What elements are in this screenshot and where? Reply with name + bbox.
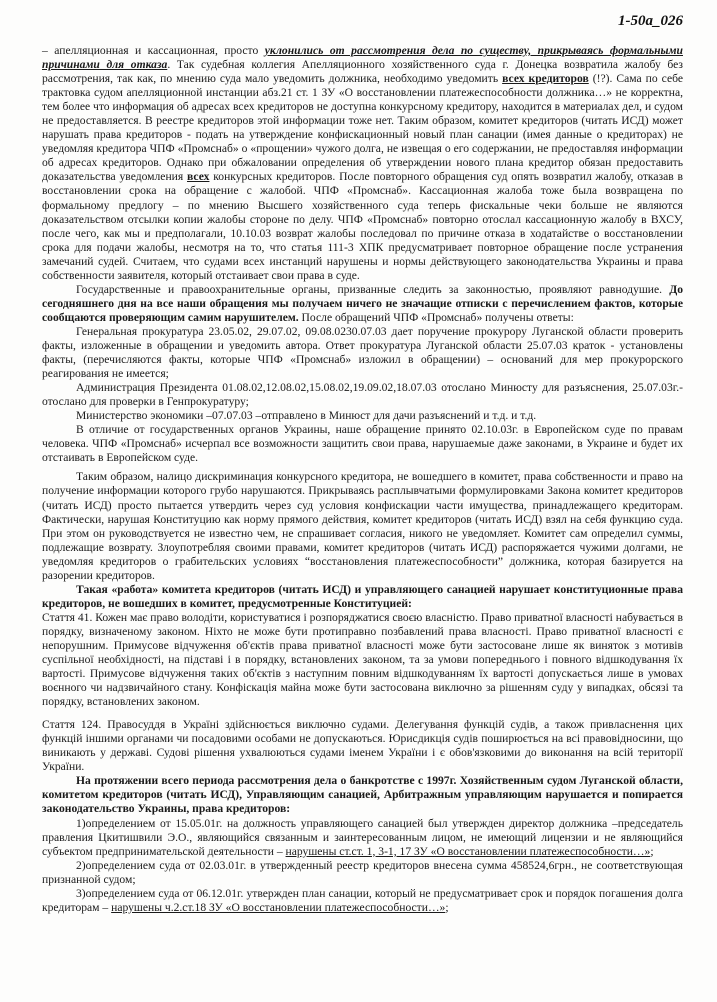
document-body [42, 44, 683, 915]
paragraph [42, 611, 683, 709]
paragraph [42, 817, 683, 859]
paragraph [42, 470, 683, 582]
text-run: всех кредиторов [502, 72, 589, 86]
paragraph [42, 859, 683, 887]
text-run: Таким образом, налицо дискриминация конкурсного кредитора, не вошедшего в комитет, права собственности и право на получение информации которого грубо нарушаются. Прикрываясь расплывчатыми формулировками Закона комитет кредиторов (читать ИСД) просто пытается утвердить через суд условия конфискации части имущества, принадлежащего кредиторам. Фактически, нарушая Конституцию как норму прямого действия, комитет кредиторов (читать ИСД) взял на себя функцию суда. При этом он руководствуется не известно чем, не спрашивает согласия, никого не уведомляет. Комитет сам определил суммы, подлежащие возврату. Злоупотребляя своими правами, комитет кредиторов (читать ИСД) распоряжается чужими долгами, не уведомляя кредиторов о грабительских условиях “восстановления платежеспособности” должника, которая базируется на разорении кредиторов. [42, 470, 683, 582]
text-run: Генеральная прокуратура 23.05.02, 29.07.02, 09.08.0230.07.03 дает поручение прокурору Луганской области проверить факты, изложенные в обращении и уведомить автора. Ответ прокуратура Луганской области 25.07.03 краток - установлены факты, (перечисляются факты, которые ЧПФ «Промснаб» изложил в обращении) – оснований для мер прокурорского реагирования не имеется; [42, 324, 683, 381]
text-run: На протяжении всего периода рассмотрения дела о банкротстве с 1997г. Хозяйственным судом Луганской области, комитетом кредиторов (читать ИСД), Управляющим санацией, Арбитражным управляющим нарушается и попирается законодательство Украины, права кредиторов: [42, 774, 683, 816]
text-run: всех [187, 170, 210, 184]
paragraph [42, 774, 683, 816]
text-run: ; [445, 900, 449, 914]
text-run: Министерство экономики –07.07.03 –отправлено в Минюст для дачи разъяснений и т.д. и т.д. [76, 409, 537, 423]
text-run: конкурсных кредиторов. После повторного обращения суд опять возвратил жалобу, отказав в восстановлении срока на обращение с жалобой. ЧПФ «Промснаб». Кассационная жалоба тоже была возвращена по формальному предлогу – по мнению Высшего хозяйственного суда теперь фискальные чеки больше не являются доказательством отсылки копии жалобы стороне по делу. ЧПФ «Промснаб» повторно отослал кассационную жалобу в ВХСУ, после чего, как мы и предполагали, 10.10.03 возврат жалобы последовал по причине отказа в ходатайстве о восстановлении срока для подачи жалобы, несмотря на то, что статья 111-3 ХПК предусматривает повторное обращение после устранения замечаний судей. Считаем, что судами всех инстанций нарушены и нормы действующего законодательства Украины и права собственности заявителя, который отстаивает свои права в суде. [42, 170, 683, 282]
paragraph [42, 718, 683, 774]
document-id: 1-50а_026 [618, 13, 683, 29]
text-run: Администрация Президента 01.08.02,12.08.02,15.08.02,19.09.02,18.07.03 отослано Минюсту для разъяснения, 25.07.03г.- отослано для проверки в Генпрокуратуру; [42, 381, 683, 409]
text-run: (!?). Сама по себе трактовка судом апелляционной инстанции абз.21 ст. 1 ЗУ «О восстановлении платежеспособности должника…» не корректна, тем более что информация об адресах всех кредиторов не доступна конкурсному кредитору, находится в материалах дел, и судом не предоставляется. В реестре кредиторов этой информации тоже нет. Таким образом, комитет кредиторов (читать ИСД) может нарушать права кредиторов - подать на утверждение конфискационный новый план санации (имея данные о кредиторах) не уведомляя кредитора ЧПФ «Промснаб» о «прощении» чужого долга, не извещая о его содержании, не предоставляя информации об адресах кредиторов. Однако при обжаловании определения об утверждении нового плана кредитор обязан предоставить доказательства уведомления [42, 72, 683, 184]
text-run: После обращений ЧПФ «Промснаб» получены ответы: [298, 310, 574, 324]
text-run: 3)определением суда от 06.12.01г. утвержден план санации, который не предусматривает срок и порядок погашения долга кредиторам – [42, 886, 683, 914]
paragraph [42, 283, 683, 325]
paragraph [42, 583, 683, 611]
paragraph [42, 381, 683, 409]
text-run: Такая «работа» комитета кредиторов (читать ИСД) и управляющего санацией нарушает конституционные права кредиторов, не вошедших в комитет, предусмотренные Конституцией: [42, 582, 683, 610]
text-run: До сегодняшнего дня на все наши обращения мы получаем ничего не значащие отписки с перечислением фактов, которые сообщаются проверяющим самим нарушителем. [42, 282, 683, 324]
text-run: . Так судебная коллегия Апелляционного хозяйственного суда г. Донецка возвратила жалобу без рассмотрения, так как, по мнению суда мало уведомить должника, необходимо уведомить [42, 58, 684, 86]
paragraph [42, 887, 683, 915]
text-run: нарушены ч.2.ст.18 ЗУ «О восстановлении платежеспособности…» [111, 900, 446, 914]
text-run: Стаття 124. Правосуддя в Україні здійснюється виключно судами. Делегування функцій судів, а також привласнення цих функцій іншими органами чи посадовими особами не допускаються. Юрисдикція судів поширюється на всі правовідносини, що виникають у державі. Судові рішення ухвалюються судами іменем України і є обов'язковими до виконання на всій території України. [42, 718, 683, 774]
text-run: уклонились от рассмотрения дела по существу, прикрываясь формальными причинами для отказа [42, 44, 683, 72]
text-run: нарушены ст.ст. 1, 3-1, 17 ЗУ «О восстановлении платежеспособности…» [285, 844, 651, 858]
paragraph [42, 325, 683, 381]
paragraph [42, 423, 683, 465]
text-run: 1)определением от 15.05.01г. на должность управляющего санацией был утвержден директор должника –председатель правления Цкитишвили Э.О., являющийся связанным и заинтересованным лицом, не имеющий лицензии и не являющийся субъектом предпринимательской деятельности – [42, 816, 683, 858]
text-run: 2)определением суда от 02.03.01г. в утвержденный реестр кредиторов внесена сумма 458524,6грн., не соответствующая признанной судом; [42, 858, 683, 886]
text-run: В отличие от государственных органов Украины, наше обращение принято 02.10.03г. в Европейском суде по правам человека. ЧПФ «Промснаб» исчерпал все возможности защитить свои права, нарушаемые даже законами, в Украине и будет их отстаивать в Европейском суде. [42, 423, 683, 465]
text-run: – апелляционная и кассационная, просто [42, 44, 265, 57]
text-run: ; [650, 844, 654, 858]
paragraph [42, 409, 683, 423]
text-run: Стаття 41. Кожен має право володіти, користуватися і розпоряджатися своєю власністю. Право приватної власності набувається в порядку, визначеному законом. Ніхто не може бути протиправно позбавлений права власності. Право приватної власності є непорушним. Примусове відчуження об'єктів права приватної власності може бути застосоване лише як виняток з мотивів суспільної необхідності, на підставі і в порядку, встановлених законом, та за умови попереднього і повного відшкодування їх вартості. Примусове відчуження таких об'єктів з наступним повним відшкодуванням їх вартості допускається лише в умовах воєнного чи надзвичайного стану. Конфіскація майна може бути застосована виключно за рішенням суду у випадках, обсязі та порядку, встановлених законом. [42, 610, 683, 709]
paragraph [42, 44, 683, 283]
text-run: Государственные и правоохранительные органы, призванные следить за законностью, проявляют равнодушие. [76, 282, 670, 296]
